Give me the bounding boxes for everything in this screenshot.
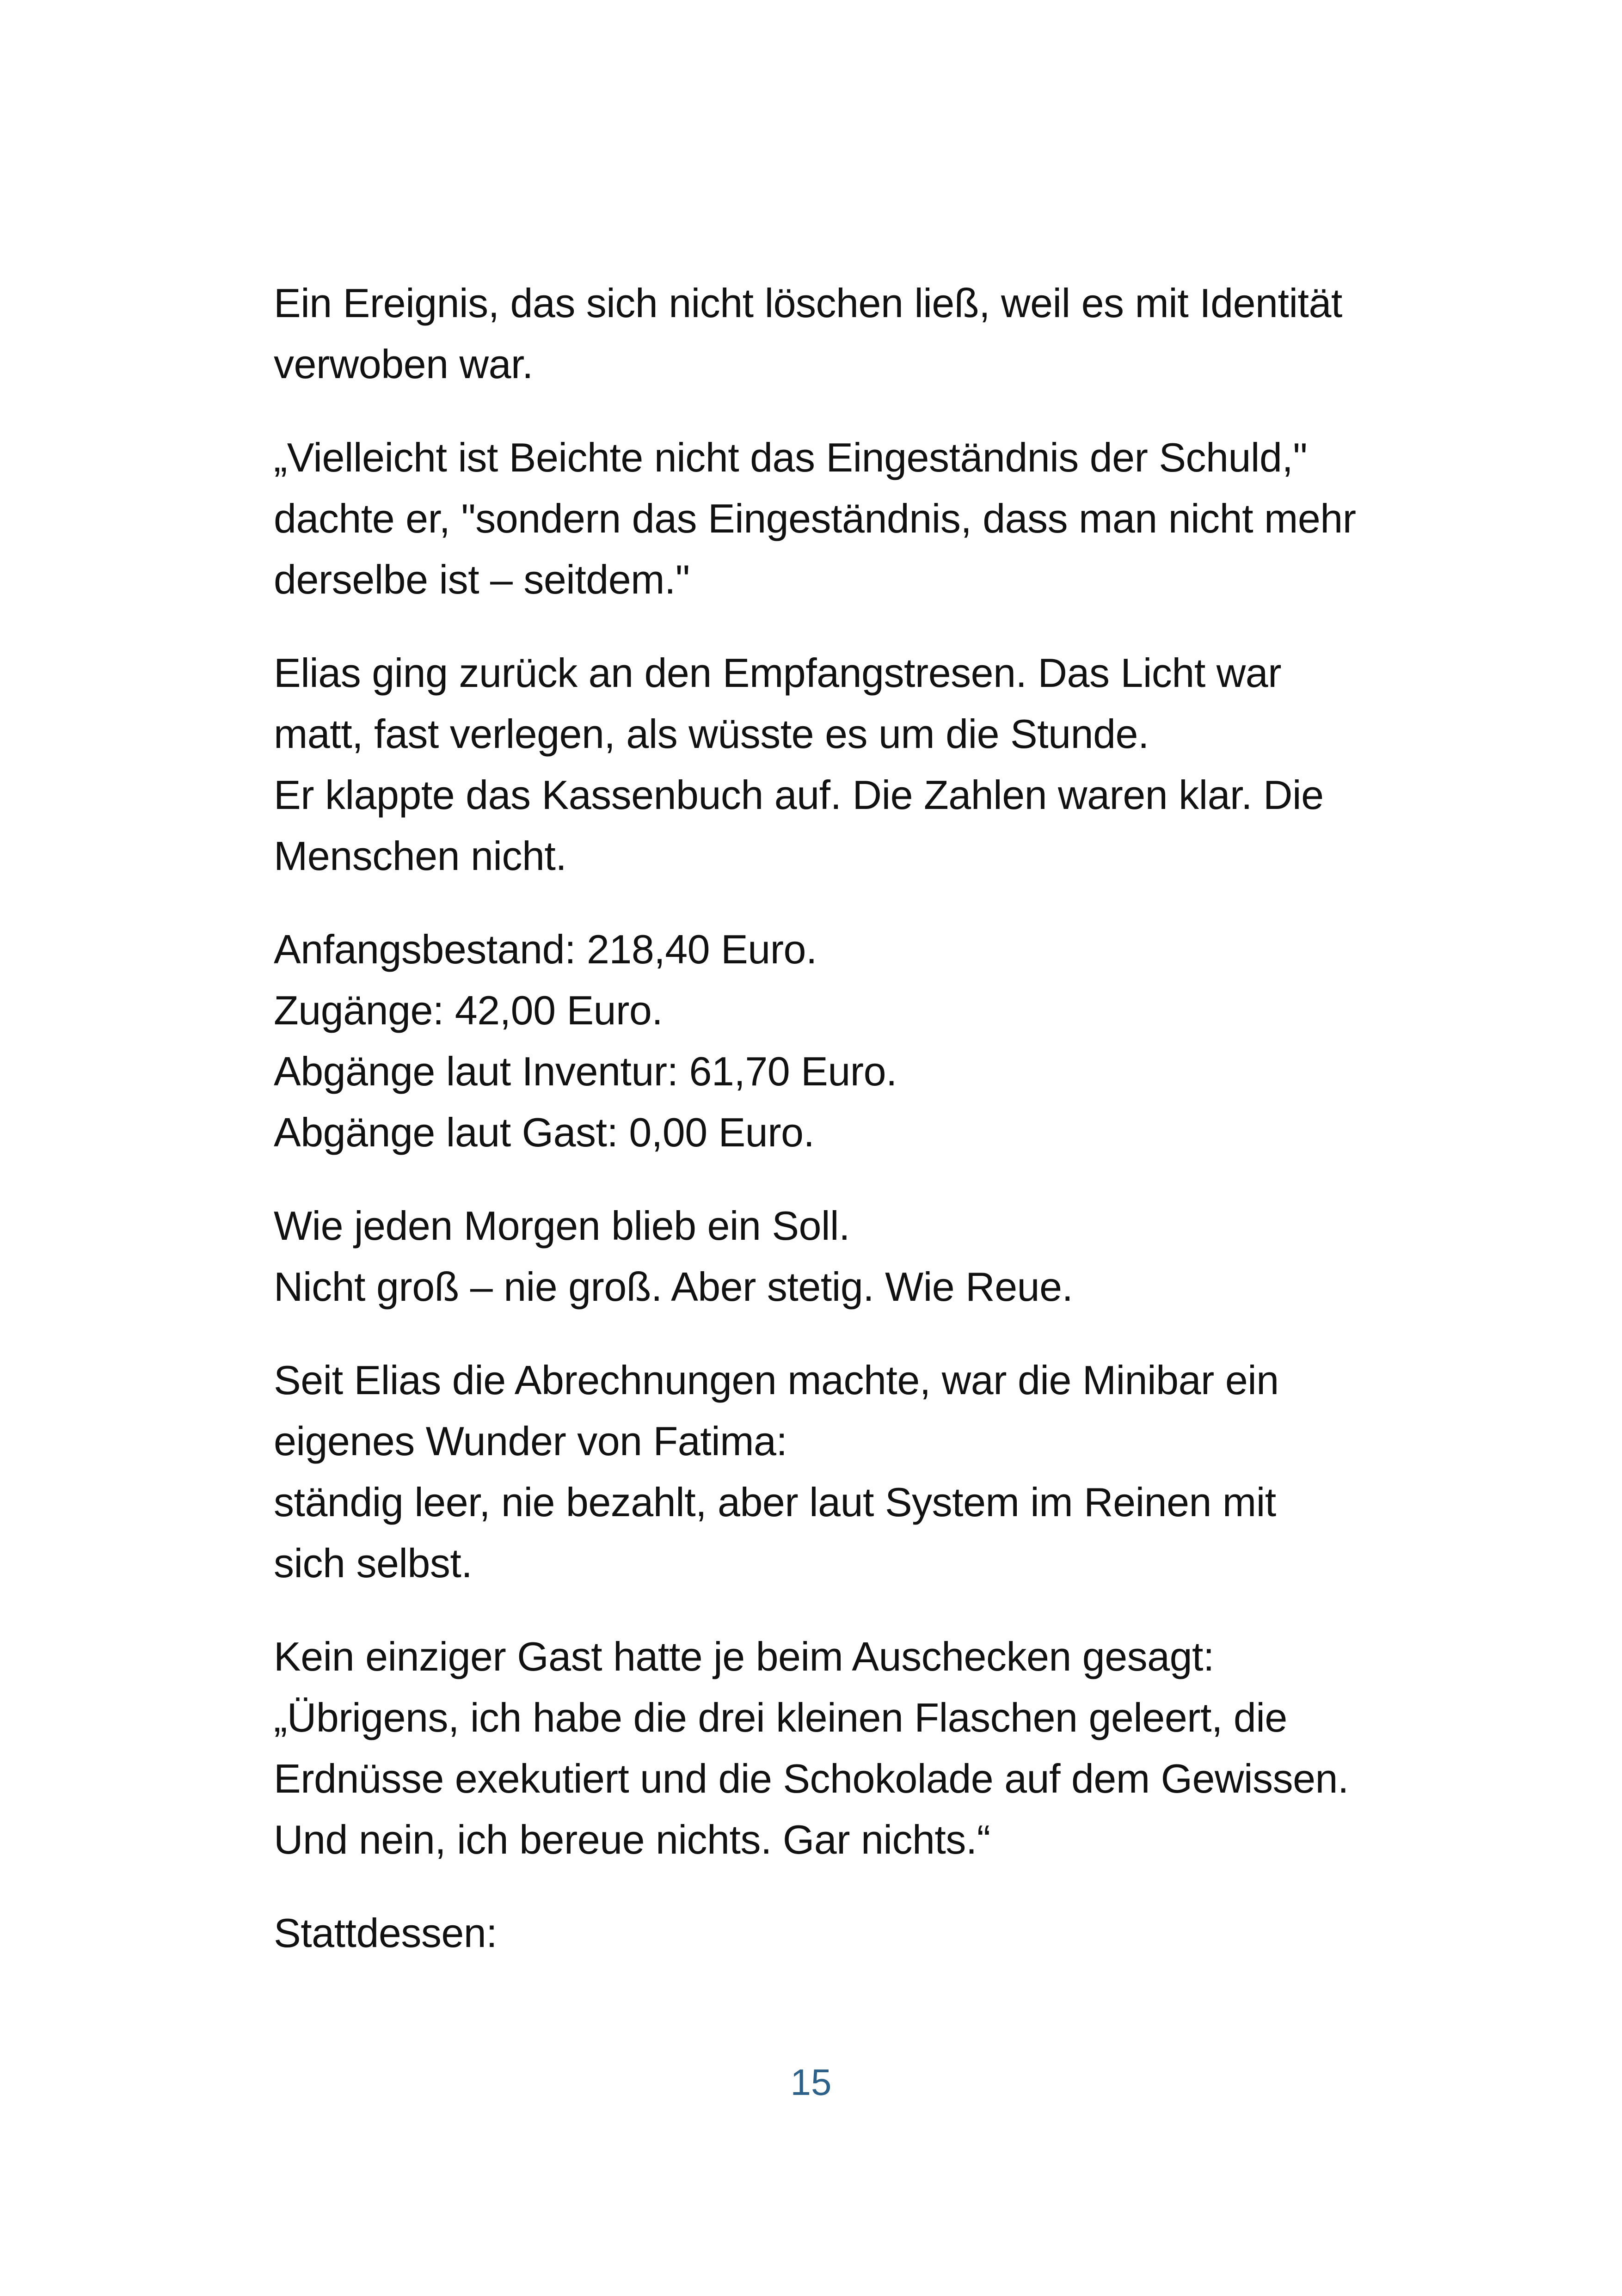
- page-number: 15: [790, 2062, 832, 2103]
- paragraph: [274, 643, 1420, 887]
- text-line: Stattdessen:: [274, 1910, 498, 1956]
- paragraph: [274, 427, 1420, 610]
- text-line: „Vielleicht ist Beichte nicht das Eingeständnis der Schuld,": [274, 435, 1308, 480]
- text-line: Kein einziger Gast hatte je beim Auschecken gesagt:: [274, 1634, 1214, 1679]
- paragraph: [274, 1350, 1420, 1594]
- paragraph: [274, 1626, 1420, 1870]
- paragraph: [274, 1903, 1420, 1964]
- text-line: Elias ging zurück an den Empfangstresen. Das Licht war: [274, 650, 1282, 696]
- text-line: ständig leer, nie bezahlt, aber laut System im Reinen mit: [274, 1479, 1276, 1525]
- paragraph: [274, 273, 1420, 395]
- text-line: Wie jeden Morgen blieb ein Soll.: [274, 1203, 850, 1249]
- text-line: Anfangsbestand: 218,40 Euro.: [274, 926, 817, 972]
- text-line: verwoben war.: [274, 341, 533, 387]
- text-line: derselbe ist – seitdem.": [274, 557, 690, 602]
- text-line: Nicht groß – nie groß. Aber stetig. Wie Reue.: [274, 1264, 1073, 1310]
- text-line: Menschen nicht.: [274, 833, 567, 879]
- text-line: Seit Elias die Abrechnungen machte, war die Minibar ein: [274, 1357, 1279, 1403]
- text-line: Abgänge laut Gast: 0,00 Euro.: [274, 1109, 815, 1155]
- text-line: matt, fast verlegen, als wüsste es um die Stunde.: [274, 711, 1149, 757]
- text-line: Abgänge laut Inventur: 61,70 Euro.: [274, 1048, 897, 1094]
- page-body: [274, 273, 1420, 1996]
- text-line: Er klappte das Kassenbuch auf. Die Zahlen waren klar. Die: [274, 772, 1324, 818]
- text-line: Zugänge: 42,00 Euro.: [274, 987, 663, 1033]
- text-line: dachte er, "sondern das Eingeständnis, dass man nicht mehr: [274, 496, 1356, 541]
- text-line: sich selbst.: [274, 1540, 473, 1586]
- text-line: Ein Ereignis, das sich nicht löschen ließ, weil es mit Identität: [274, 280, 1342, 326]
- text-line: „Übrigens, ich habe die drei kleinen Flaschen geleert, die: [274, 1695, 1287, 1740]
- text-line: Erdnüsse exekutiert und die Schokolade auf dem Gewissen.: [274, 1756, 1349, 1801]
- text-line: Und nein, ich bereue nichts. Gar nichts.“: [274, 1817, 990, 1862]
- paragraph: [274, 1195, 1420, 1317]
- text-line: eigenes Wunder von Fatima:: [274, 1418, 787, 1464]
- paragraph: [274, 919, 1420, 1163]
